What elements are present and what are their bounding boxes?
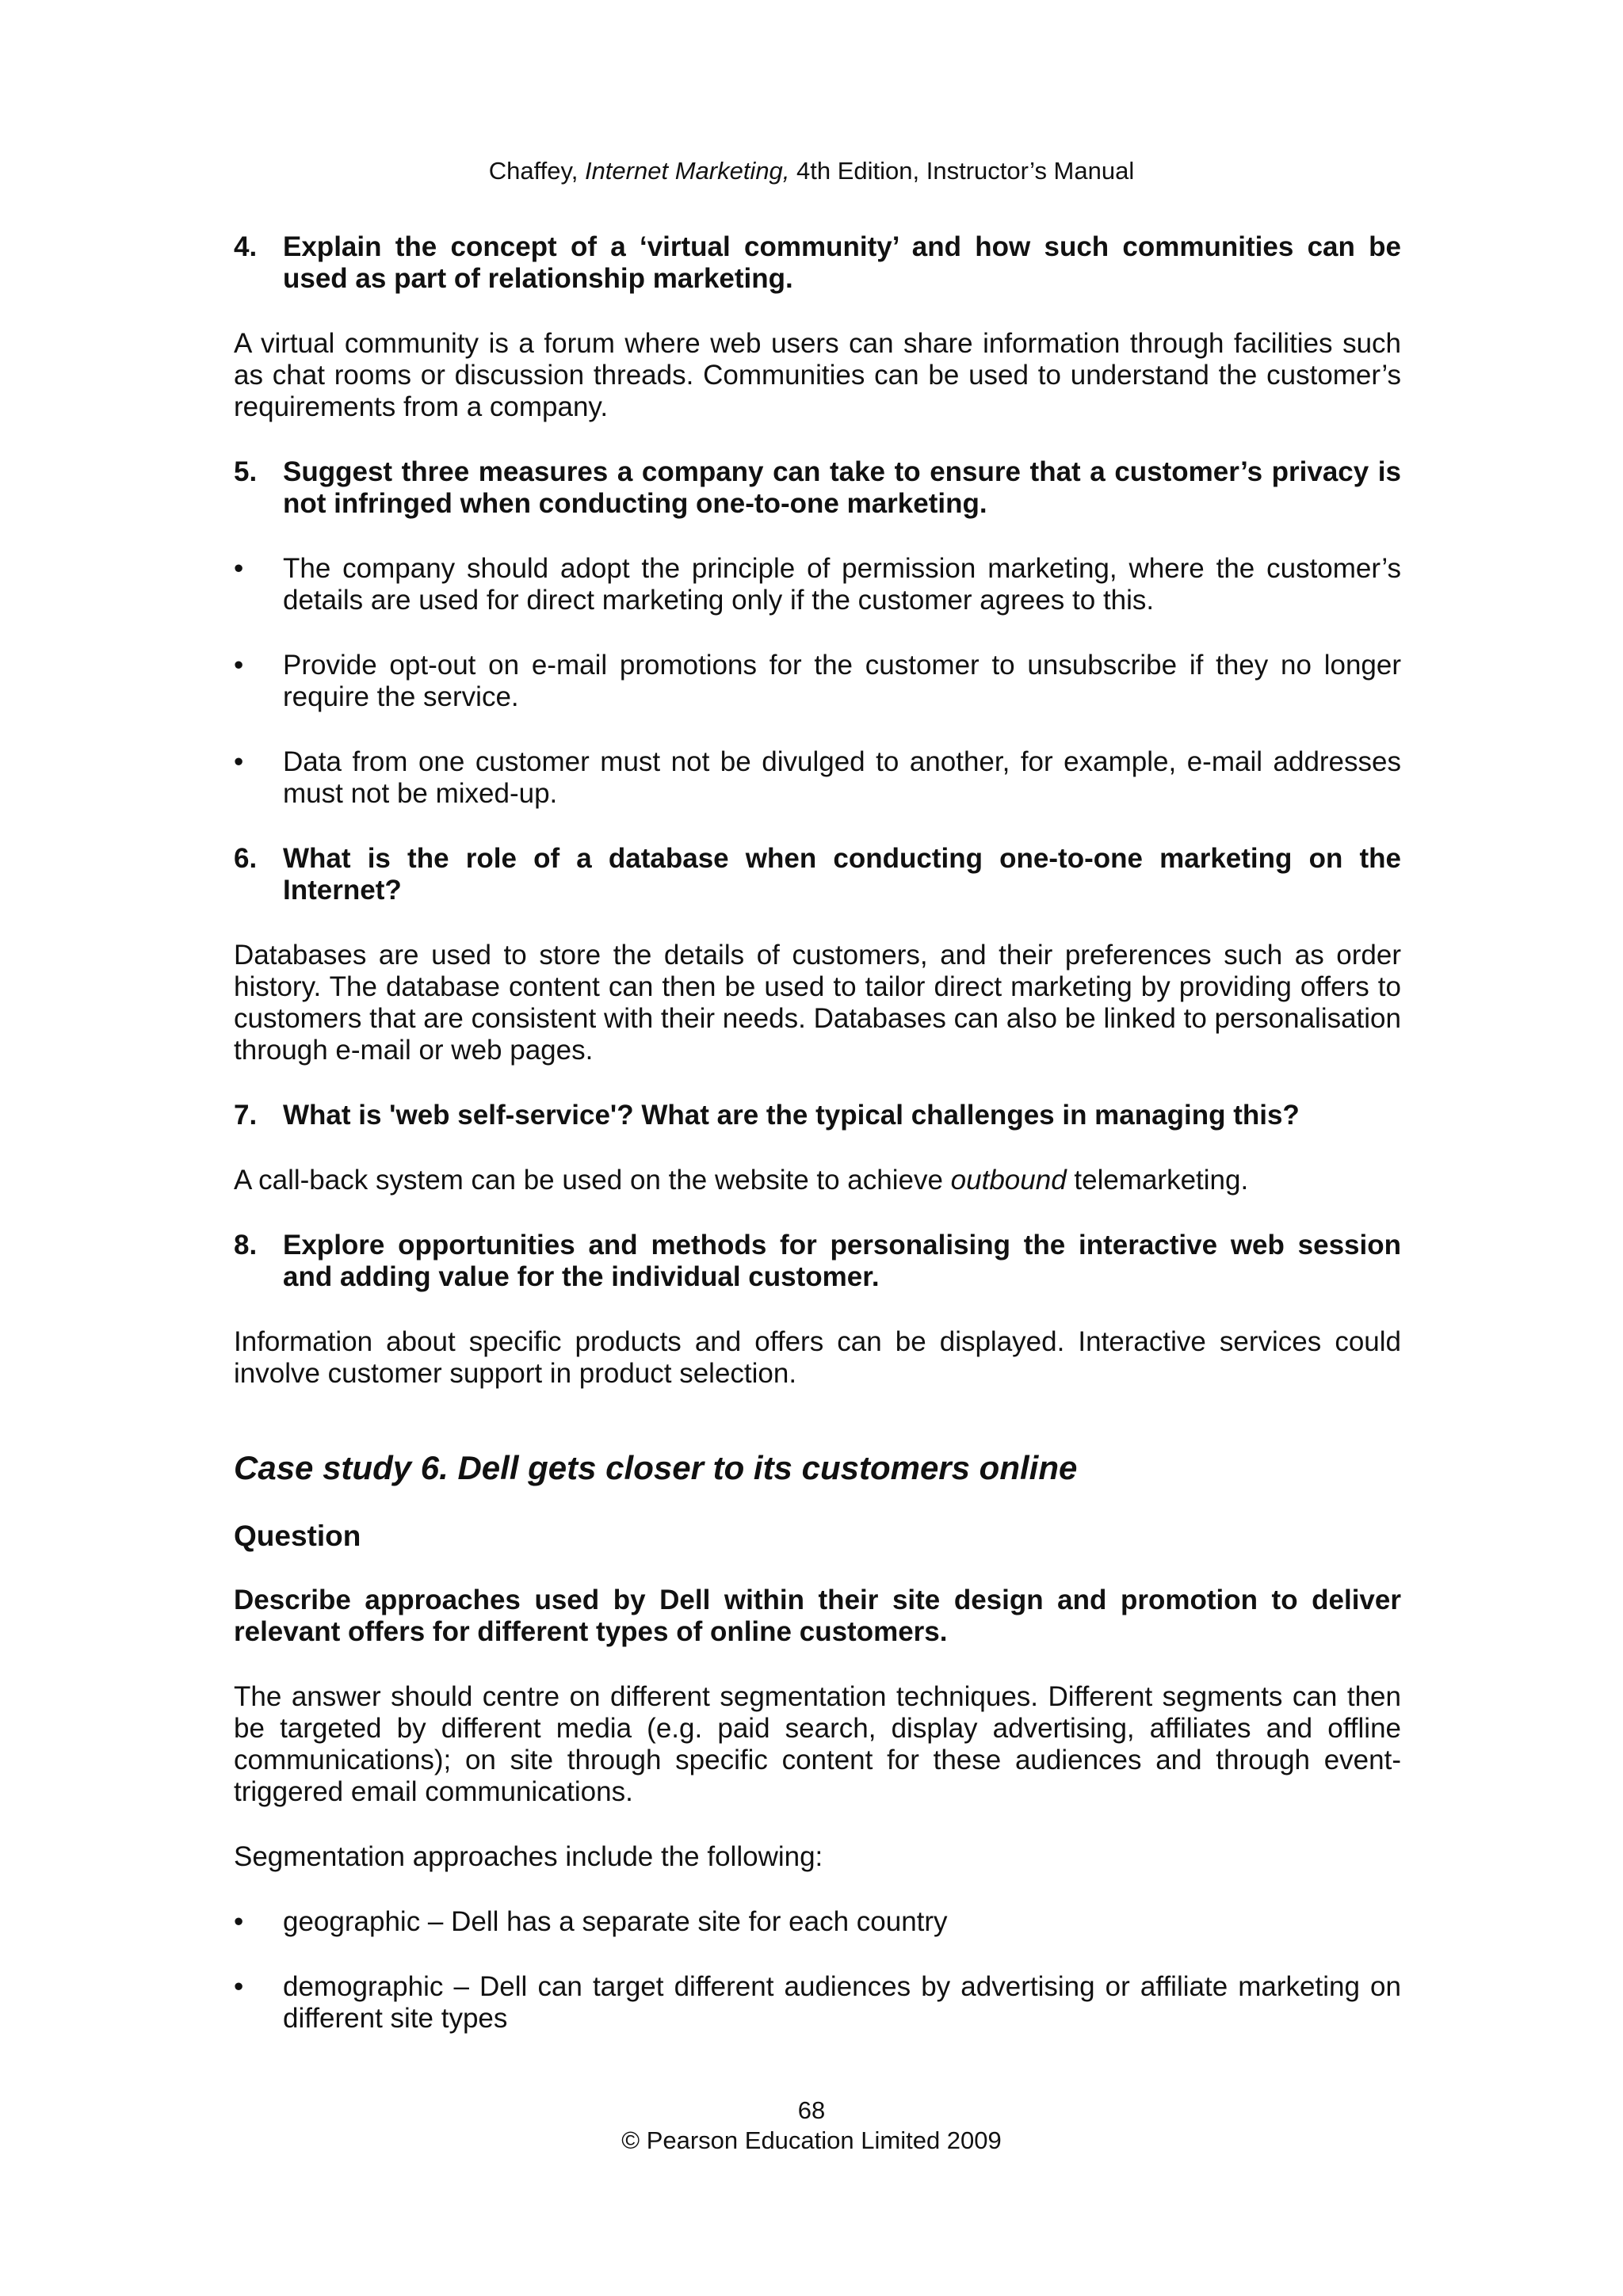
bullet-icon: • <box>234 650 244 681</box>
page-number: 68 <box>797 2096 826 2124</box>
question-text: Explore opportunities and methods for personalising the interactive web session and adding value for the individual customer. <box>283 1230 1401 1292</box>
question-text: Explain the concept of a ‘virtual community’ and how such communities can be used as part of relationship marketing. <box>283 231 1401 294</box>
main-content <box>234 231 1401 2035</box>
answer-6: Databases are used to store the details of customers, and their preferences such as order history. The database content can then be used to tailor direct marketing by providing offers to customers that are consistent with their needs. Databases can also be linked to personalisation through e-mail or web pages. <box>234 940 1401 1066</box>
case-study-question-text: Describe approaches used by Dell within their site design and promotion to deliver relevant offers for different types of online customers. <box>234 1585 1401 1647</box>
list-item-text: Provide opt-out on e-mail promotions for the customer to unsubscribe if they no longer require the service. <box>283 650 1401 712</box>
question-number: 8. <box>234 1230 258 1261</box>
answer-4: A virtual community is a forum where web users can share information through facilities such as chat rooms or discussion threads. Communities can be used to understand the customer’s requirements from a company. <box>234 328 1401 422</box>
header-edition: 4th Edition, Instructor’s Manual <box>789 157 1135 185</box>
case-study-question-heading: Question <box>234 1520 361 1552</box>
question-text: What is 'web self-service'? What are the typical challenges in managing this? <box>283 1100 1300 1131</box>
bullet-icon: • <box>234 1971 244 2002</box>
header-book-title: Internet Marketing, <box>584 157 790 185</box>
answer-8: Information about specific products and offers can be displayed. Interactive services could involve customer support in product selection. <box>234 1326 1401 1389</box>
bullet-icon: • <box>234 1906 244 1937</box>
answer-7-start: A call-back system can be used on the website to achieve <box>234 1165 951 1196</box>
question-4 <box>234 231 1401 295</box>
question-7 <box>234 1100 1401 1131</box>
list-item <box>234 553 1401 616</box>
answer-7-end: telemarketing. <box>1066 1165 1249 1196</box>
question-text: What is the role of a database when conducting one-to-one marketing on the Internet? <box>283 843 1401 906</box>
question-number: 6. <box>234 843 258 874</box>
question-number: 5. <box>234 456 258 487</box>
bullet-icon: • <box>234 553 244 584</box>
question-8 <box>234 1230 1401 1293</box>
list-item <box>234 1971 1401 2035</box>
list-item-text: The company should adopt the principle of permission marketing, where the customer’s details are used for direct marketing only if the customer agrees to this. <box>283 553 1401 616</box>
case-study-answer: The answer should centre on different segmentation techniques. Different segments can then be targeted by different media (e.g. paid search, display advertising, affiliates and offline communications); on site through specific content for these audiences and through event-triggered email communications. <box>234 1681 1401 1807</box>
list-item-text: demographic – Dell can target different audiences by advertising or affiliate marketing on different site types <box>283 1971 1401 2034</box>
copyright-notice: © Pearson Education Limited 2009 <box>621 2126 1002 2154</box>
case-study-title: Case study 6. Dell gets closer to its customers online <box>234 1449 1078 1486</box>
list-item-text: geographic – Dell has a separate site for each country <box>283 1906 948 1937</box>
question-number: 7. <box>234 1100 258 1131</box>
question-5 <box>234 456 1401 520</box>
question-6 <box>234 843 1401 906</box>
answer-7 <box>234 1165 1401 1196</box>
bullet-icon: • <box>234 746 244 777</box>
list-item-text: Data from one customer must not be divulged to another, for example, e-mail addresses must not be mixed-up. <box>283 746 1401 809</box>
answer-7-emphasis: outbound <box>950 1165 1067 1196</box>
question-text: Suggest three measures a company can take to ensure that a customer’s privacy is not infringed when conducting one-to-one marketing. <box>283 456 1401 519</box>
list-item <box>234 650 1401 713</box>
question-number: 4. <box>234 231 258 262</box>
header-author: Chaffey, <box>488 157 585 185</box>
segmentation-intro: Segmentation approaches include the following: <box>234 1841 823 1872</box>
list-item <box>234 1906 1401 1938</box>
running-header <box>0 155 1623 187</box>
list-item <box>234 746 1401 810</box>
